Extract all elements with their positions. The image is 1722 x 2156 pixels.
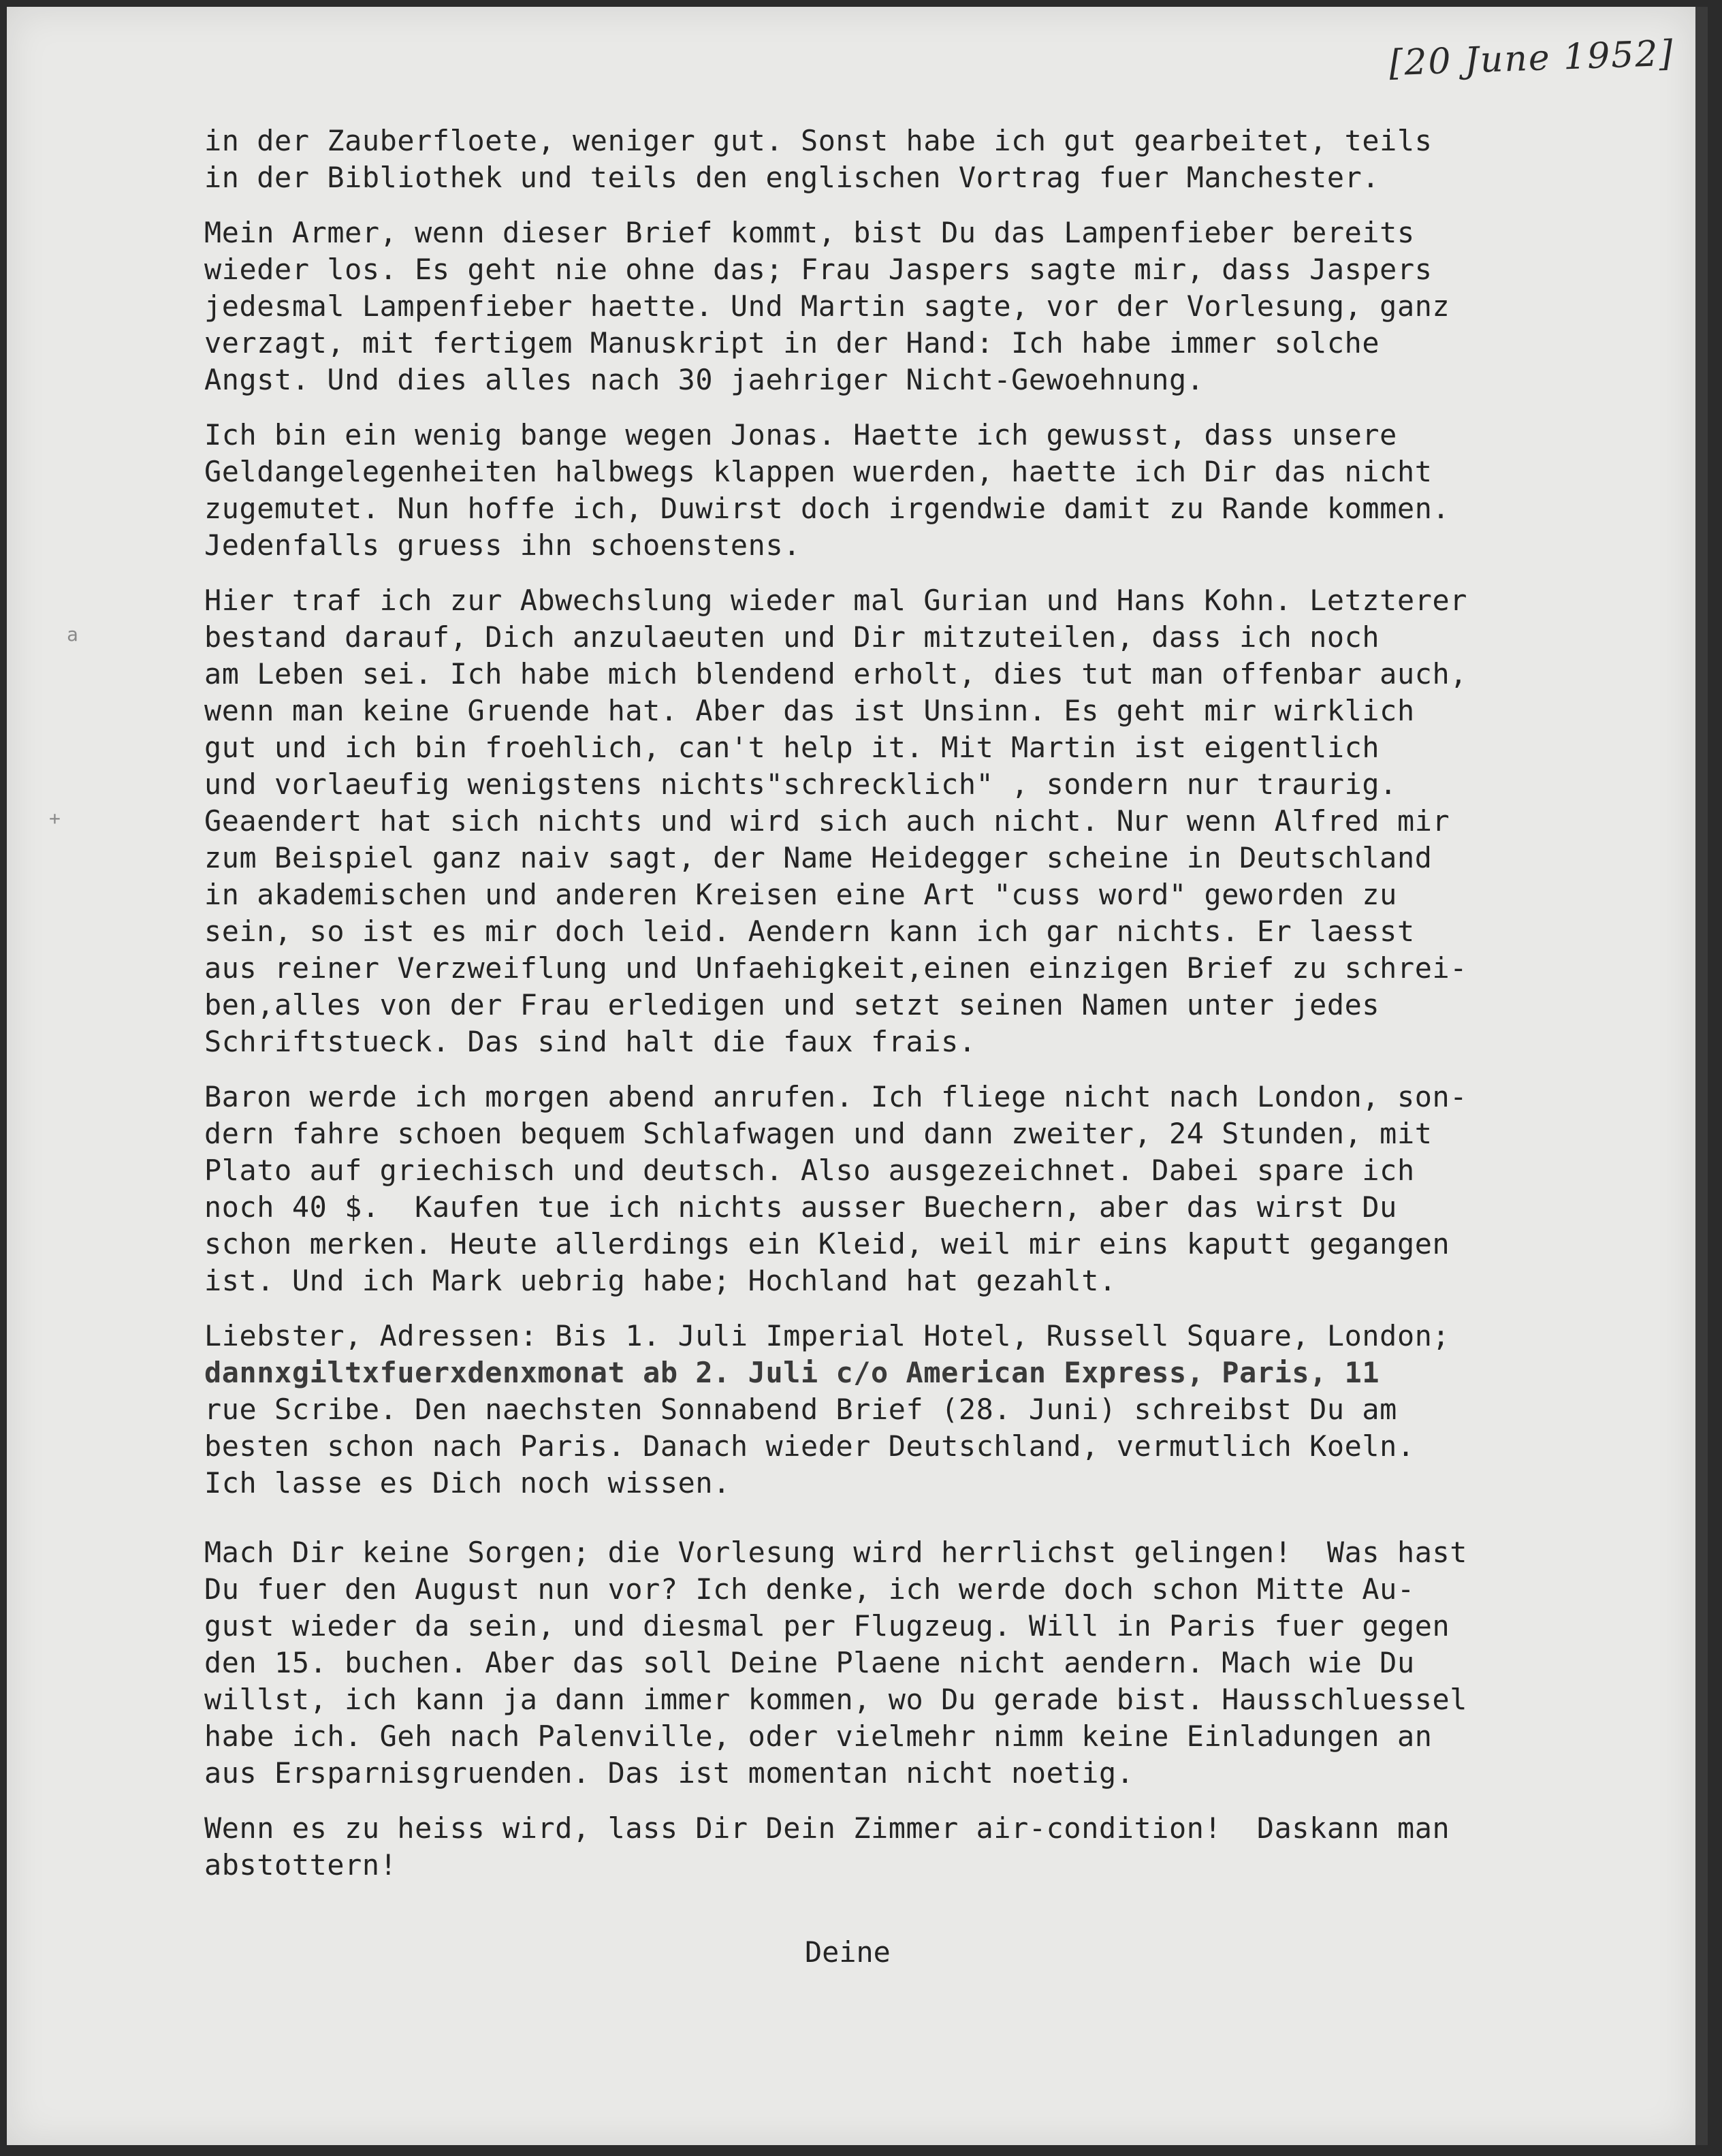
text-line: Du fuer den August nun vor? Ich denke, ich werde doch schon Mitte Au- [204,1572,1415,1606]
text-line: verzagt, mit fertigem Manuskript in der Hand: Ich habe immer solche [204,326,1380,360]
text-line: ben,alles von der Frau erledigen und setzt seinen Namen unter jedes [204,988,1380,1021]
text-line: Jedenfalls gruess ihn schoenstens. [204,528,801,562]
text-line: am Leben sei. Ich habe mich blendend erholt, dies tut man offenbar auch, [204,657,1467,691]
text-line: zum Beispiel ganz naiv sagt, der Name Heidegger scheine in Deutschland [204,841,1433,874]
paragraph-5 [204,1079,1689,1299]
text-line: habe ich. Geh nach Palenville, oder vielmehr nimm keine Einladungen an [204,1719,1433,1753]
paragraph-2 [204,215,1689,398]
letter-page [7,7,1708,2145]
text-line: gust wieder da sein, und diesmal per Flugzeug. Will in Paris fuer gegen [204,1609,1450,1643]
text-line: gut und ich bin froehlich, can't help it. Mit Martin ist eigentlich [204,731,1380,764]
text-line: zugemutet. Nun hoffe ich, Duwirst doch irgendwie damit zu Rande kommen. [204,492,1450,525]
paragraph-3 [204,417,1689,564]
text-line: noch 40 $. Kaufen tue ich nichts ausser Buechern, aber das wirst Du [204,1190,1397,1224]
text-line: Plato auf griechisch und deutsch. Also ausgezeichnet. Dabei spare ich [204,1154,1415,1187]
paragraph-1 [204,123,1689,196]
text-line: Mein Armer, wenn dieser Brief kommt, bist Du das Lampenfieber bereits [204,216,1415,249]
text-line: Wenn es zu heiss wird, lass Dir Dein Zimmer air-condition! Daskann man [204,1811,1450,1845]
text-line: in der Bibliothek und teils den englischen Vortrag fuer Manchester. [204,161,1380,194]
text-line: Liebster, Adressen: Bis 1. Juli Imperial Hotel, Russell Square, London; [204,1319,1450,1352]
text-line: dern fahre schoen bequem Schlafwagen und dann zweiter, 24 Stunden, mit [204,1117,1433,1150]
text-line: Geaendert hat sich nichts und wird sich auch nicht. Nur wenn Alfred mir [204,804,1450,838]
text-line: in der Zauberfloete, weniger gut. Sonst habe ich gut gearbeitet, teils [204,124,1433,157]
text-line: sein, so ist es mir doch leid. Aendern kann ich gar nichts. Er laesst [204,915,1415,948]
text-line: Geldangelegenheiten halbwegs klappen wuerden, haette ich Dir das nicht [204,455,1433,488]
text-line: und vorlaeufig wenigstens nichts"schrecklich" , sondern nur traurig. [204,767,1397,801]
text-line: ist. Und ich Mark uebrig habe; Hochland hat gezahlt. [204,1264,1117,1297]
text-line: aus Ersparnisgruenden. Das ist momentan nicht noetig. [204,1756,1134,1790]
paragraph-8 [204,1810,1689,1884]
paragraph-6 [204,1318,1689,1502]
text-line: wieder los. Es geht nie ohne das; Frau Jaspers sagte mir, dass Jaspers [204,253,1433,286]
text-line: Ich lasse es Dich noch wissen. [204,1466,731,1500]
text-line: Schriftstueck. Das sind halt die faux frais. [204,1025,976,1058]
text-line: schon merken. Heute allerdings ein Kleid, weil mir eins kaputt gegangen [204,1227,1450,1261]
text-line: aus reiner Verzweiflung und Unfaehigkeit,einen einzigen Brief zu schrei- [204,951,1467,985]
paragraph-4 [204,582,1689,1060]
text-line: besten schon nach Paris. Danach wieder Deutschland, vermutlich Koeln. [204,1429,1415,1463]
text-line: willst, ich kann ja dann immer kommen, wo Du gerade bist. Hausschluessel [204,1683,1467,1716]
text-line: abstottern! [204,1848,398,1882]
text-line: den 15. buchen. Aber das soll Deine Plaene nicht aendern. Mach wie Du [204,1646,1415,1679]
closing-signature: Deine [805,1935,891,1969]
text-line: Hier traf ich zur Abwechslung wieder mal Gurian und Hans Kohn. Letzterer [204,584,1467,617]
text-line: rue Scribe. Den naechsten Sonnabend Brief (28. Juni) schreibst Du am [204,1393,1397,1426]
text-line: wenn man keine Gruende hat. Aber das ist Unsinn. Es geht mir wirklich [204,694,1415,727]
text-line: Baron werde ich morgen abend anrufen. Ich fliege nicht nach London, son- [204,1080,1467,1113]
margin-mark-b: + [49,807,61,829]
text-line: jedesmal Lampenfieber haette. Und Martin sagte, vor der Vorlesung, ganz [204,289,1450,323]
text-line: in akademischen und anderen Kreisen eine Art "cuss word" geworden zu [204,878,1397,911]
text-line: Ich bin ein wenig bange wegen Jonas. Haette ich gewusst, dass unsere [204,418,1397,451]
struck-through-text-line: dannxgiltxfuerxdenxmonat ab 2. Juli c/o American Express, Paris, 11 [204,1356,1380,1389]
text-line: Mach Dir keine Sorgen; die Vorlesung wird herrlichst gelingen! Was hast [204,1536,1467,1569]
letter-body [204,123,1689,1902]
margin-mark-a: a [67,623,78,646]
paragraph-7 [204,1534,1689,1792]
text-line: Angst. Und dies alles nach 30 jaehriger Nicht-Gewoehnung. [204,363,1205,396]
text-line: bestand darauf, Dich anzulaeuten und Dir mitzuteilen, dass ich noch [204,620,1380,654]
archival-date-note: [20 June 1952] [1388,33,1675,84]
